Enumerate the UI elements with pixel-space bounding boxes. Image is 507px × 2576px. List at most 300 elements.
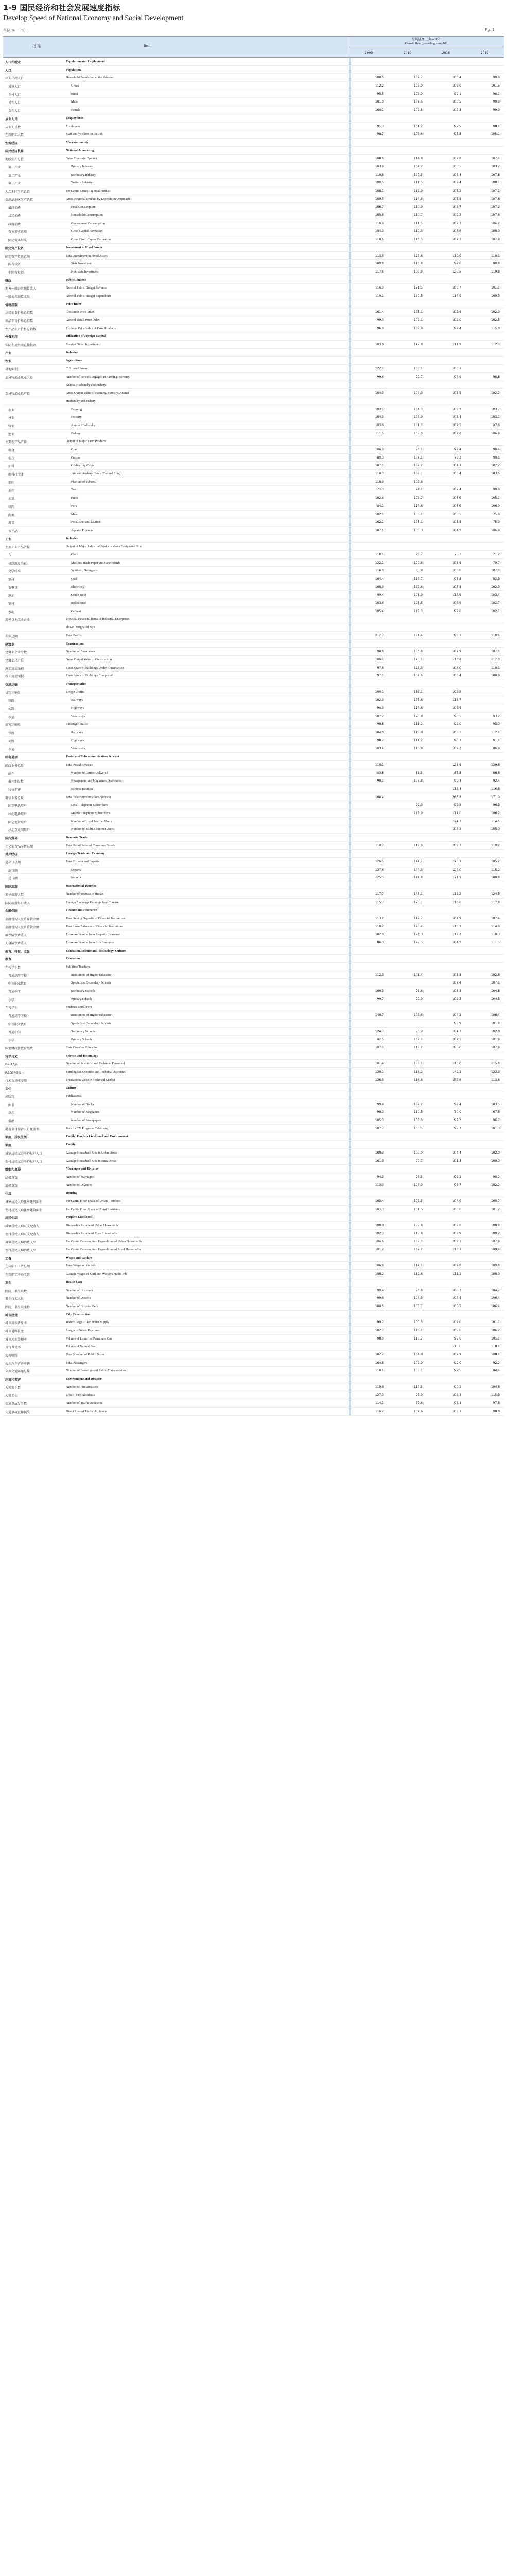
row-label-zh: 第三产业 [8, 182, 21, 186]
value-column-stripe [349, 421, 351, 429]
value-column-stripe [349, 543, 351, 550]
value-column-stripe [349, 211, 351, 219]
row-value-2018: 108.7 [452, 205, 461, 209]
row-label-zh: 利润总额 [5, 634, 18, 638]
row-value-2000: 106.3 [375, 989, 384, 993]
row-value-2010: 106.1 [413, 512, 423, 516]
table-row [3, 446, 504, 454]
table-row [3, 995, 504, 1004]
table-row [3, 1060, 504, 1068]
table-row [3, 1359, 504, 1367]
row-value-2019: 118.1 [491, 1345, 500, 1349]
row-value-2000: 104.3 [375, 229, 384, 233]
table-row [3, 260, 504, 268]
row-label-zh: 施工房屋面积 [5, 667, 24, 671]
row-label-en: Students Enrollment [66, 1005, 92, 1009]
row-label-en: Total Postal Services [66, 762, 93, 767]
row-value-2000: 103.9 [375, 164, 384, 168]
row-label-zh: 医院、卫生院数 [5, 1289, 27, 1293]
header-year: 2019 [480, 51, 489, 55]
row-value-2000: 173.3 [375, 488, 384, 492]
value-column-stripe [349, 955, 351, 962]
row-label-en: Number of Magazines [71, 1110, 100, 1114]
row-label-zh: 农业 [8, 408, 15, 412]
section-row [3, 680, 504, 688]
table-row [3, 252, 504, 260]
row-label-en: Freight Traffic [66, 690, 85, 694]
row-value-2010: 108.7 [413, 1304, 423, 1308]
row-label-zh: 教育 [5, 958, 12, 962]
row-value-2000: 99.7 [377, 997, 384, 1001]
row-label-zh: 特快专递 [8, 788, 21, 792]
row-value-2018: 113.7 [452, 698, 461, 702]
value-column-stripe [349, 203, 351, 211]
row-value-2019: 114.6 [491, 819, 500, 823]
value-column-stripe [349, 809, 351, 817]
row-value-2018: 106.8 [452, 585, 461, 589]
row-value-2000: 108.4 [375, 795, 384, 799]
table-row [3, 486, 504, 494]
table-row [3, 599, 504, 607]
value-column-stripe [349, 349, 351, 357]
row-label-zh: 工业 [5, 537, 12, 541]
row-value-2018: 106.6 [452, 229, 461, 233]
row-value-2019: 104.6 [491, 1385, 500, 1389]
row-label-zh: R&D人员 [5, 1063, 19, 1067]
row-value-2010: 104.5 [413, 1296, 423, 1300]
row-value-2010: 129.6 [413, 585, 423, 589]
row-label-zh: 建筑业 [5, 642, 15, 647]
row-label-zh: 教育、科技、文化 [5, 950, 30, 954]
row-label-zh: 农业 [5, 360, 12, 364]
row-value-2010: 108.1 [413, 1369, 423, 1373]
row-label-en: Number of Traffic Accidents [66, 1401, 103, 1405]
row-value-2010: 109.9 [413, 326, 423, 330]
row-value-2018: 109.2 [452, 213, 461, 217]
value-column-stripe [349, 90, 351, 98]
row-label-zh: 金融机构人民币贷款余额 [5, 925, 40, 929]
value-column-stripe [349, 1408, 351, 1415]
row-label-zh: 公共汽车营运车辆 [5, 1362, 30, 1366]
row-label-en: Length of Sewer Pipelines [66, 1328, 100, 1332]
value-column-stripe [349, 1132, 351, 1140]
row-label-en: Number of Doctors [66, 1296, 91, 1300]
value-column-stripe [349, 1391, 351, 1399]
value-column-stripe [349, 559, 351, 567]
value-column-stripe [349, 1044, 351, 1052]
value-column-stripe [349, 1230, 351, 1238]
value-column-stripe [349, 914, 351, 922]
row-value-2018: 102.0 [452, 318, 461, 322]
row-value-2019: 110.3 [491, 933, 500, 937]
value-column-stripe [349, 389, 351, 397]
row-value-2000: 102.1 [375, 512, 384, 516]
row-value-2010: 115.3 [413, 609, 423, 613]
row-label-zh: 非国有投资 [8, 270, 24, 275]
value-column-stripe [349, 1181, 351, 1189]
row-value-2018: 111.1 [452, 1272, 461, 1276]
row-value-2010: 105.8 [413, 480, 423, 484]
row-label-en: Fruits [71, 496, 79, 500]
value-column-stripe [349, 615, 351, 623]
row-value-2018: 104.4 [452, 1296, 461, 1300]
section-row [3, 276, 504, 284]
row-label-en: Imports [71, 876, 81, 880]
row-label-zh: 耕地面积 [5, 368, 18, 372]
row-value-2000: 110.6 [375, 238, 384, 242]
row-value-2010: 112.9 [413, 189, 423, 193]
row-value-2000: 101.0 [375, 100, 384, 104]
value-column-stripe [349, 244, 351, 251]
row-value-2018: 70.0 [454, 1110, 461, 1114]
value-column-stripe [349, 478, 351, 486]
row-value-2000: 100.1 [375, 108, 384, 112]
row-label-en: Producer Price Index of Farm Products [66, 326, 116, 330]
row-value-2010: 127.6 [413, 253, 423, 258]
row-value-2010: 108.1 [413, 1062, 423, 1066]
value-column-stripe [349, 155, 351, 162]
row-label-en: Aquatic Products [71, 528, 93, 532]
row-value-2000: 99.3 [377, 318, 384, 322]
table-row [3, 1351, 504, 1359]
row-label-zh: 进口额 [8, 877, 18, 881]
row-value-2000: 106.7 [375, 205, 384, 209]
row-value-2019: 105.1 [491, 132, 500, 137]
table-row [3, 1391, 504, 1399]
row-value-2019: 101.1 [491, 1320, 500, 1325]
value-column-stripe [349, 834, 351, 841]
value-column-stripe [349, 114, 351, 122]
title-en: Develop Speed of National Economy and Social Development [3, 14, 184, 22]
row-value-2010: 111.2 [413, 738, 423, 742]
value-column-stripe [349, 179, 351, 187]
row-label-en: Primary Industry [71, 164, 93, 168]
row-value-2018: 97.5 [454, 124, 461, 128]
row-label-zh: 水运 [8, 748, 15, 752]
row-value-2000: 102.9 [375, 698, 384, 702]
row-label-zh: 公路 [8, 707, 15, 711]
row-value-2000: 104.4 [375, 577, 384, 581]
row-value-2000: 109.8 [375, 262, 384, 266]
header-growth-zh: 发展速度(上年=100) [412, 38, 442, 41]
row-value-2019: 100.7 [491, 1199, 500, 1203]
row-label-zh: 外资利用 [5, 335, 18, 340]
row-value-2018: 90.1 [454, 1385, 461, 1389]
row-value-2019: 105.1 [491, 1336, 500, 1341]
row-label-en: Housing [66, 1191, 78, 1195]
row-value-2000: 113.9 [375, 1183, 384, 1187]
row-value-2010: 129.5 [413, 940, 423, 944]
row-value-2018: 113.9 [452, 593, 461, 597]
section-row [3, 535, 504, 543]
row-value-2019: 106.9 [491, 528, 500, 532]
row-label-en: Specialized Secondary Schools [71, 981, 111, 985]
row-value-2000: 108.0 [375, 1224, 384, 1227]
row-value-2019: 116.6 [491, 787, 500, 791]
table-row [3, 1383, 504, 1392]
row-label-en: Per Capita Floor Space of Urban Residents [66, 1199, 121, 1203]
value-column-stripe [349, 527, 351, 534]
row-value-2018: 105.5 [452, 1304, 461, 1308]
row-value-2018: 105.4 [452, 415, 461, 419]
value-column-stripe [349, 316, 351, 324]
row-label-zh: 产业 [5, 351, 12, 355]
row-label-zh: 男性人口 [8, 101, 21, 105]
row-label-zh: 固定资产投资 [5, 246, 24, 250]
row-label-zh: 农村居民人均住房建筑面积 [5, 1208, 43, 1212]
row-value-2018: 110.2 [452, 1248, 461, 1252]
row-value-2018: 113.4 [452, 787, 461, 791]
row-value-2010: 102.8 [413, 108, 423, 112]
row-value-2010: 107.6 [413, 674, 423, 678]
row-label-en: Output of Major Industrial Products above Designated Size [66, 545, 142, 549]
row-value-2000: 84.1 [377, 504, 384, 508]
value-column-stripe [349, 1076, 351, 1084]
table-row [3, 672, 504, 680]
row-label-zh: 城镇居民人均住房建筑面积 [5, 1200, 43, 1204]
row-value-2010: 114.8 [413, 197, 423, 201]
row-value-2000: 113.5 [375, 253, 384, 258]
row-value-2018: 92.1 [454, 1175, 461, 1179]
row-label-zh: 火灾发生数 [5, 1386, 21, 1390]
row-value-2019: 97.0 [493, 423, 500, 427]
value-column-stripe [349, 1011, 351, 1019]
row-label-en: Urban [71, 84, 79, 88]
table-row [3, 284, 504, 292]
row-label-zh: 结婚对数 [5, 1176, 18, 1180]
table-row [3, 1246, 504, 1254]
row-label-zh: 电信业务总量 [5, 796, 24, 800]
unit-zh: 单位:% [3, 28, 15, 32]
row-value-2018: 90.4 [454, 779, 461, 783]
row-label-en: Household Population at the Year-end [66, 76, 114, 80]
row-value-2018: 104.4 [452, 1150, 461, 1155]
row-label-zh: 固定电话用户 [8, 804, 27, 808]
row-label-zh: 小学 [8, 1039, 15, 1043]
row-value-2019: 115.0 [491, 326, 500, 330]
row-label-zh: 农林牧渔业从业人员 [5, 376, 33, 380]
value-column-stripe [349, 1302, 351, 1310]
row-label-en: Wages and Welfare [66, 1256, 92, 1260]
row-label-en: Cultivated Areas [66, 367, 88, 371]
row-value-2000: 102.2 [375, 1353, 384, 1357]
row-value-2019: 102.1 [491, 609, 500, 613]
row-value-2019: 107.4 [491, 916, 500, 920]
row-value-2010: 102.3 [413, 1199, 423, 1203]
row-value-2010: 107.2 [413, 1248, 423, 1252]
row-value-2000: 114.1 [375, 1401, 384, 1405]
value-column-stripe [349, 987, 351, 995]
row-value-2018: 100.6 [452, 1207, 461, 1211]
row-value-2019: 105.1 [491, 496, 500, 500]
row-value-2018: 92.0 [454, 262, 461, 266]
row-label-zh: 住房 [5, 1192, 12, 1196]
row-value-2019: 107.6 [491, 981, 500, 985]
row-value-2018: 102.0 [452, 1320, 461, 1325]
header-item-en: Item [144, 44, 151, 48]
row-label-zh: 人口和就业 [5, 61, 21, 64]
row-value-2018: 102.3 [452, 997, 461, 1001]
row-value-2000: 99.9 [377, 1102, 384, 1106]
row-value-2018: 107.2 [452, 189, 461, 193]
row-value-2018: 102.5 [452, 690, 461, 694]
row-label-en: Local Telephone Subscribers [71, 803, 108, 807]
row-label-en: Foreign Direct Investment [66, 343, 100, 347]
table-row [3, 567, 504, 575]
row-label-zh: 城市道路长度 [5, 1329, 24, 1333]
row-label-en: Health Care [66, 1280, 83, 1284]
row-label-zh: 铁路 [8, 699, 15, 703]
row-label-zh: 宏观经济 [5, 141, 18, 145]
row-value-2010: 123.8 [413, 714, 423, 718]
row-value-2010: 114.6 [413, 504, 423, 508]
row-value-2000: 125.5 [375, 876, 384, 880]
row-value-2018: 103.5 [452, 973, 461, 977]
row-label-en: Total Exports and Imports [66, 860, 99, 864]
row-label-en: Cement [71, 609, 81, 613]
row-label-zh: 图书 [8, 1103, 15, 1107]
row-value-2000: 112.5 [375, 973, 384, 977]
row-label-en: Number of Letters Delivered [71, 771, 108, 775]
row-value-2019: 106.4 [491, 1304, 500, 1308]
table-row [3, 583, 504, 591]
row-label-en: Number of Books [71, 1102, 94, 1106]
row-value-2010: 118.3 [413, 238, 423, 242]
row-label-en: Primary Schools [71, 997, 93, 1001]
row-value-2018: 104.2 [452, 528, 461, 532]
table-row [3, 462, 504, 470]
row-label-zh: 棉花 [8, 456, 15, 461]
row-label-zh: 电视节目综合人口覆盖率 [5, 1127, 40, 1131]
table-header [3, 37, 504, 58]
row-value-2010: 109.8 [413, 561, 423, 565]
row-value-2018: 99.7 [454, 1126, 461, 1130]
value-column-stripe [349, 1375, 351, 1383]
row-value-2018: 104.9 [452, 1199, 461, 1203]
row-value-2010: 121.5 [413, 286, 423, 290]
row-label-en: Farming [71, 407, 82, 411]
row-label-zh: 商品零售价格总指数 [5, 319, 33, 323]
row-label-zh: 机制纸及纸板 [8, 562, 27, 566]
value-column-stripe [349, 591, 351, 599]
row-label-en: Marriages and Divorces [66, 1167, 99, 1171]
row-label-zh: 国家财政性教育经费 [5, 1046, 33, 1050]
row-label-en: Premium Income from Life Insurance [66, 940, 114, 944]
row-value-2000: 83.8 [377, 771, 384, 775]
table-row [3, 316, 504, 325]
row-value-2019: 102.0 [491, 1029, 500, 1033]
table-row [3, 494, 504, 502]
row-label-zh: 货物运输量 [5, 691, 21, 695]
row-value-2019: 103.5 [491, 1102, 500, 1106]
row-value-2010: 114.6 [413, 706, 423, 710]
row-value-2000: 107.1 [375, 1045, 384, 1049]
row-value-2000: 100.5 [375, 76, 384, 80]
value-column-stripe [349, 405, 351, 413]
row-value-2000: 102.1 [375, 520, 384, 524]
row-value-2018: 102.5 [452, 423, 461, 427]
row-value-2019: 103.4 [491, 593, 500, 597]
row-value-2018: 104.3 [452, 1029, 461, 1033]
row-value-2010: 123.3 [413, 666, 423, 670]
row-value-2010: 104.2 [413, 164, 423, 168]
row-label-en: Final Consumption [71, 205, 96, 209]
title-zh: 国民经济和社会发展速度指标 [20, 3, 120, 12]
row-value-2018: 105.9 [452, 504, 461, 508]
row-label-en: Household Consumption [71, 213, 103, 217]
row-label-zh: 国际旅游外汇收入 [5, 901, 30, 905]
row-label-zh: 国内贸易 [5, 837, 18, 840]
row-value-2019: 93.2 [493, 714, 500, 718]
value-column-stripe [349, 1327, 351, 1334]
table-row [3, 454, 504, 462]
table-row [3, 502, 504, 511]
row-value-2018: 105.9 [452, 496, 461, 500]
row-value-2019: 90.2 [493, 1175, 500, 1179]
table-row [3, 688, 504, 697]
row-value-2019: 106.4 [491, 1296, 500, 1300]
row-label-en: Number of Enterprises [66, 650, 95, 654]
row-value-2010: 102.7 [413, 496, 423, 500]
row-label-en: Industry [66, 536, 78, 540]
row-label-zh: 家庭 [5, 1144, 12, 1148]
row-value-2018: 126.1 [452, 860, 461, 864]
value-column-stripe [349, 365, 351, 372]
value-column-stripe [349, 1278, 351, 1286]
value-column-stripe [349, 1222, 351, 1229]
row-value-2018: 109.1 [452, 1240, 461, 1244]
row-value-2010: 109.8 [413, 1224, 423, 1227]
row-label-zh: 城市污水处理率 [5, 1337, 27, 1342]
row-label-en: Husbandry and Fishery [66, 399, 96, 403]
row-value-2019: 102.3 [491, 318, 500, 322]
row-value-2000: 105.8 [375, 213, 384, 217]
row-value-2010: 118.2 [413, 1070, 423, 1074]
row-value-2000: 98.8 [377, 722, 384, 726]
row-label-en: Price Index [66, 302, 82, 306]
row-label-zh: 布 [8, 553, 12, 557]
row-value-2000: 107.1 [375, 464, 384, 468]
value-column-stripe [349, 454, 351, 462]
table-row [3, 914, 504, 923]
row-value-2010: 144.3 [413, 868, 423, 872]
value-column-stripe [349, 632, 351, 639]
row-label-zh: 工资 [5, 1257, 12, 1261]
table-row [3, 227, 504, 235]
row-value-2019: 101.9 [491, 1038, 500, 1042]
row-value-2018: 102.5 [452, 1038, 461, 1042]
row-label-zh: 城市用水普及率 [5, 1321, 27, 1326]
row-value-2010: 118.7 [413, 1336, 423, 1341]
table-row [3, 874, 504, 882]
row-value-2018: 108.3 [452, 731, 461, 735]
row-value-2018: 142.1 [452, 1070, 461, 1074]
table-row [3, 1181, 504, 1190]
row-value-2000: 103.0 [375, 343, 384, 347]
row-label-en: Gross Output Value of Construction [66, 657, 112, 662]
row-value-2018: 104.2 [452, 940, 461, 944]
row-value-2019: 107.8 [491, 173, 500, 177]
row-value-2000: 98.7 [377, 132, 384, 137]
row-value-2000: 115.7 [375, 900, 384, 904]
row-label-en: Number of Newspapers [71, 1118, 101, 1123]
table-row [3, 1367, 504, 1375]
value-column-stripe [349, 171, 351, 179]
row-label-en: Per Capita Consumption Expenditure of Urban Households [66, 1240, 142, 1244]
row-label-zh: 女性人口 [8, 109, 21, 113]
row-value-2000: 101.2 [375, 1248, 384, 1252]
row-value-2010: 99.7 [415, 1159, 423, 1163]
